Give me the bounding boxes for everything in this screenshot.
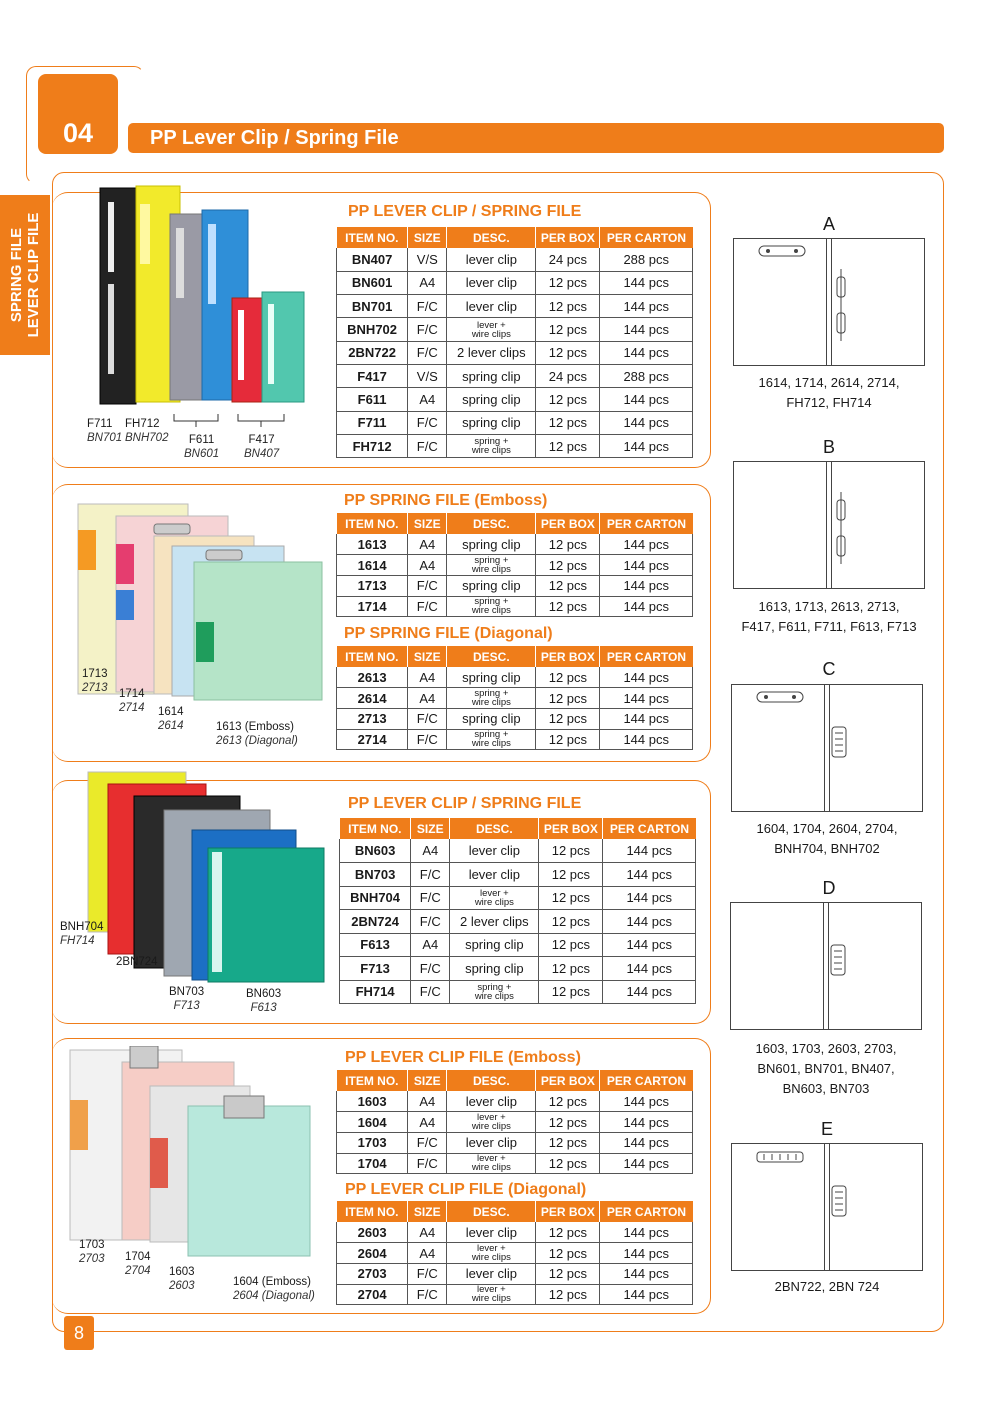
spring-clip-icon xyxy=(834,490,848,566)
diagram-c xyxy=(731,684,923,812)
table-cell: 12 pcs xyxy=(539,933,603,957)
table-row xyxy=(337,667,693,688)
table-cell: BN603 xyxy=(340,839,411,863)
table-cell: F/C xyxy=(408,295,447,318)
table-cell: 2BN722 xyxy=(337,341,408,364)
table-cell: F/C xyxy=(411,957,450,981)
table-cell: 144 pcs xyxy=(600,1132,693,1153)
table-cell: 12 pcs xyxy=(539,863,603,887)
table-cell: A4 xyxy=(408,555,447,576)
column-header: PER CARTON xyxy=(603,818,696,839)
table-cell: 144 pcs xyxy=(600,434,693,457)
product-label: F417 BN407 xyxy=(244,434,280,460)
table-cell: 144 pcs xyxy=(600,555,693,576)
table-cell: A4 xyxy=(408,388,447,411)
table-cell: 144 pcs xyxy=(600,1243,693,1264)
table-cell: 24 pcs xyxy=(536,248,600,271)
table-cell: lever clip xyxy=(447,1222,536,1243)
table-cell: 12 pcs xyxy=(536,295,600,318)
column-header: PER CARTON xyxy=(600,1070,693,1091)
column-header: ITEM NO. xyxy=(337,227,408,248)
lever-clip-icon xyxy=(758,243,808,259)
diagram-letter: E xyxy=(820,1119,833,1139)
table-cell: 12 pcs xyxy=(536,708,600,729)
table-row xyxy=(337,1132,693,1153)
table-cell: A4 xyxy=(408,1243,447,1264)
wire-clip-icon xyxy=(834,267,848,343)
table-cell: 12 pcs xyxy=(536,411,600,434)
table-cell: spring clip xyxy=(447,388,536,411)
table-cell: 144 pcs xyxy=(603,886,696,910)
column-header: PER BOX xyxy=(536,1070,600,1091)
table-cell: lever + wire clips xyxy=(450,886,539,910)
table-cell: 12 pcs xyxy=(536,388,600,411)
diagram-a xyxy=(733,238,925,366)
section-title: PP SPRING FILE (Emboss) xyxy=(344,492,548,509)
table-cell: 2 lever clips xyxy=(450,910,539,934)
lever-mechanism-icon xyxy=(756,1150,806,1164)
table-cell: spring + wire clips xyxy=(447,434,536,457)
table-cell: lever clip xyxy=(447,271,536,294)
table-cell: F/C xyxy=(408,708,447,729)
table-cell: F/C xyxy=(411,863,450,887)
table-cell: 144 pcs xyxy=(600,1263,693,1284)
table-cell: 12 pcs xyxy=(536,1132,600,1153)
table-cell: A4 xyxy=(408,667,447,688)
table-cell: 144 pcs xyxy=(600,708,693,729)
table-cell: lever + wire clips xyxy=(447,1112,536,1133)
table-row xyxy=(337,596,693,617)
column-header: PER BOX xyxy=(536,513,600,534)
table-cell: 144 pcs xyxy=(600,575,693,596)
table-row xyxy=(337,555,693,576)
column-header: DESC. xyxy=(447,227,536,248)
section-title: PP LEVER CLIP / SPRING FILE xyxy=(348,203,582,220)
column-header: PER CARTON xyxy=(600,646,693,667)
column-header: ITEM NO. xyxy=(337,1201,408,1222)
table-cell: 12 pcs xyxy=(536,1153,600,1174)
table-row xyxy=(337,434,693,457)
table-cell: 2703 xyxy=(337,1263,408,1284)
spec-table xyxy=(336,1070,693,1174)
diagram-b xyxy=(733,461,925,589)
table-cell: 24 pcs xyxy=(536,364,600,387)
table-cell: 144 pcs xyxy=(600,667,693,688)
table-cell: 1603 xyxy=(337,1091,408,1112)
lever-mechanism-icon xyxy=(829,943,847,977)
table-cell: F/C xyxy=(411,886,450,910)
table-cell: lever clip xyxy=(447,248,536,271)
column-header: DESC. xyxy=(447,1070,536,1091)
table-cell: spring clip xyxy=(450,933,539,957)
diagram-caption: 1603, 1703, 2603, 2703, BN601, BN701, BN407, BN603, BN703 xyxy=(755,1041,897,1096)
product-label: 1713 2713 xyxy=(82,668,108,694)
table-cell: BNH704 xyxy=(340,886,411,910)
table-cell: 2 lever clips xyxy=(447,341,536,364)
product-label: 1613 (Emboss) 2613 (Diagonal) xyxy=(216,721,298,747)
table-cell: 144 pcs xyxy=(600,729,693,750)
table-cell: 1714 xyxy=(337,596,408,617)
table-cell: 144 pcs xyxy=(603,910,696,934)
table-cell: 12 pcs xyxy=(536,1091,600,1112)
page-number: 8 xyxy=(64,1316,94,1350)
table-cell: spring clip xyxy=(447,411,536,434)
table-row xyxy=(337,1263,693,1284)
table-cell: lever + wire clips xyxy=(447,1284,536,1305)
table-cell: 144 pcs xyxy=(600,318,693,341)
table-row xyxy=(340,910,696,934)
column-header: PER BOX xyxy=(536,646,600,667)
table-cell: lever + wire clips xyxy=(447,1243,536,1264)
column-header: DESC. xyxy=(450,818,539,839)
table-cell: 144 pcs xyxy=(600,1222,693,1243)
table-cell: spring + wire clips xyxy=(447,729,536,750)
table-row xyxy=(337,318,693,341)
table-cell: 144 pcs xyxy=(603,933,696,957)
table-cell: 2BN724 xyxy=(340,910,411,934)
table-cell: F611 xyxy=(337,388,408,411)
table-cell: lever clip xyxy=(447,1263,536,1284)
product-label: 1703 2703 xyxy=(79,1239,105,1265)
spec-table xyxy=(336,227,693,458)
table-cell: 2713 xyxy=(337,708,408,729)
table-row xyxy=(337,341,693,364)
table-cell: F/C xyxy=(408,434,447,457)
table-cell: 12 pcs xyxy=(536,1243,600,1264)
table-cell: 12 pcs xyxy=(536,1284,600,1305)
table-cell: F/C xyxy=(408,596,447,617)
table-row xyxy=(337,534,693,555)
column-header: ITEM NO. xyxy=(337,646,408,667)
table-row xyxy=(337,295,693,318)
table-cell: 144 pcs xyxy=(603,839,696,863)
table-cell: BN703 xyxy=(340,863,411,887)
table-cell: spring clip xyxy=(450,957,539,981)
table-cell: spring clip xyxy=(447,534,536,555)
table-row xyxy=(340,957,696,981)
table-cell: A4 xyxy=(408,1112,447,1133)
table-cell: 144 pcs xyxy=(600,534,693,555)
folder-illustration xyxy=(68,1046,318,1266)
table-cell: A4 xyxy=(411,933,450,957)
table-cell: F/C xyxy=(408,411,447,434)
table-cell: F/C xyxy=(408,318,447,341)
table-cell: 12 pcs xyxy=(539,957,603,981)
table-cell: 288 pcs xyxy=(600,248,693,271)
diagram-d xyxy=(730,902,922,1030)
table-cell: 144 pcs xyxy=(603,957,696,981)
table-cell: BN407 xyxy=(337,248,408,271)
table-cell: 144 pcs xyxy=(603,980,696,1004)
table-cell: 144 pcs xyxy=(600,1153,693,1174)
table-cell: F/C xyxy=(408,1153,447,1174)
spec-table xyxy=(336,513,693,617)
diagram-caption: 1614, 1714, 2614, 2714, FH712, FH714 xyxy=(758,375,900,410)
table-cell: F/C xyxy=(408,1284,447,1305)
chapter-number: 04 xyxy=(38,74,118,154)
table-row xyxy=(337,364,693,387)
table-cell: 144 pcs xyxy=(600,388,693,411)
table-row xyxy=(340,980,696,1004)
table-cell: lever + wire clips xyxy=(447,1153,536,1174)
table-cell: BN701 xyxy=(337,295,408,318)
table-cell: 2714 xyxy=(337,729,408,750)
table-cell: 12 pcs xyxy=(536,555,600,576)
table-cell: A4 xyxy=(411,839,450,863)
table-cell: 12 pcs xyxy=(536,534,600,555)
table-cell: 144 pcs xyxy=(600,688,693,709)
table-cell: spring clip xyxy=(447,364,536,387)
table-row xyxy=(337,575,693,596)
column-header: PER CARTON xyxy=(600,513,693,534)
folder-illustration xyxy=(76,500,326,710)
column-header: PER CARTON xyxy=(600,227,693,248)
side-tab-text: SPRING FILE LEVER CLIP FILE xyxy=(8,212,42,338)
table-cell: 2603 xyxy=(337,1222,408,1243)
table-cell: A4 xyxy=(408,1091,447,1112)
table-cell: 144 pcs xyxy=(600,1091,693,1112)
column-header: PER CARTON xyxy=(600,1201,693,1222)
product-label: 1714 2714 xyxy=(119,688,145,714)
product-label: F711 BN701 xyxy=(87,418,123,444)
table-cell: 288 pcs xyxy=(600,364,693,387)
table-cell: 144 pcs xyxy=(603,863,696,887)
table-cell: spring + wire clips xyxy=(447,688,536,709)
table-row xyxy=(337,1153,693,1174)
table-row xyxy=(337,248,693,271)
table-cell: 12 pcs xyxy=(536,341,600,364)
table-cell: lever clip xyxy=(447,1132,536,1153)
product-label: BN703 F713 xyxy=(169,986,205,1012)
table-cell: BNH702 xyxy=(337,318,408,341)
table-row xyxy=(337,708,693,729)
table-cell: A4 xyxy=(408,534,447,555)
column-header: DESC. xyxy=(447,646,536,667)
column-header: SIZE xyxy=(408,1201,447,1222)
column-header: ITEM NO. xyxy=(337,513,408,534)
table-cell: 12 pcs xyxy=(536,729,600,750)
table-cell: spring clip xyxy=(447,667,536,688)
lever-clip-icon xyxy=(756,689,806,705)
table-cell: spring clip xyxy=(447,575,536,596)
table-cell: 1704 xyxy=(337,1153,408,1174)
table-row xyxy=(337,1091,693,1112)
table-cell: 12 pcs xyxy=(539,980,603,1004)
table-cell: F/C xyxy=(408,341,447,364)
table-cell: 12 pcs xyxy=(536,434,600,457)
table-cell: FH712 xyxy=(337,434,408,457)
diagram-caption: 1604, 1704, 2604, 2704, BNH704, BNH702 xyxy=(756,821,898,856)
table-cell: F/C xyxy=(408,1263,447,1284)
product-label: 1604 (Emboss) 2604 (Diagonal) xyxy=(233,1276,315,1302)
table-row xyxy=(340,933,696,957)
table-cell: V/S xyxy=(408,248,447,271)
table-cell: 12 pcs xyxy=(536,688,600,709)
section-title: PP LEVER CLIP FILE (Diagonal) xyxy=(345,1181,587,1198)
table-cell: lever clip xyxy=(450,863,539,887)
table-cell: 12 pcs xyxy=(536,1222,600,1243)
product-label: F611 BN601 xyxy=(184,434,220,460)
spec-table xyxy=(336,1201,693,1305)
table-cell: 12 pcs xyxy=(539,886,603,910)
table-cell: 144 pcs xyxy=(600,295,693,318)
table-cell: 1613 xyxy=(337,534,408,555)
table-cell: 12 pcs xyxy=(536,1112,600,1133)
page-title: PP Lever Clip / Spring File xyxy=(128,123,944,153)
binder-illustration xyxy=(90,184,310,414)
table-cell: 12 pcs xyxy=(536,575,600,596)
column-header: PER BOX xyxy=(536,227,600,248)
table-cell: 144 pcs xyxy=(600,411,693,434)
table-row xyxy=(337,1112,693,1133)
table-row xyxy=(337,1284,693,1305)
table-row xyxy=(340,839,696,863)
binder-black xyxy=(100,188,136,404)
product-label: 1704 2704 xyxy=(125,1251,151,1277)
table-cell: spring + wire clips xyxy=(450,980,539,1004)
table-cell: V/S xyxy=(408,364,447,387)
column-header: SIZE xyxy=(411,818,450,839)
column-header: PER BOX xyxy=(539,818,603,839)
column-header: DESC. xyxy=(447,513,536,534)
table-row xyxy=(337,411,693,434)
table-cell: lever clip xyxy=(447,295,536,318)
diagram-caption: 1613, 1713, 2613, 2713, F417, F611, F711, F613, F713 xyxy=(741,599,917,634)
section-title: PP LEVER CLIP FILE (Emboss) xyxy=(345,1049,581,1066)
product-label: FH712 BNH702 xyxy=(125,418,169,444)
spec-table xyxy=(339,818,696,1004)
table-cell: A4 xyxy=(408,271,447,294)
table-cell: 144 pcs xyxy=(600,596,693,617)
table-cell: A4 xyxy=(408,1222,447,1243)
table-cell: 1614 xyxy=(337,555,408,576)
table-cell: 12 pcs xyxy=(536,318,600,341)
table-cell: spring clip xyxy=(447,708,536,729)
table-row xyxy=(337,729,693,750)
table-cell: BN601 xyxy=(337,271,408,294)
lever-mechanism-icon xyxy=(830,725,848,759)
column-header: SIZE xyxy=(408,227,447,248)
product-label: 2BN724 xyxy=(116,956,158,968)
lever-mechanism-icon xyxy=(830,1184,848,1218)
table-cell: 12 pcs xyxy=(539,910,603,934)
table-cell: F/C xyxy=(408,575,447,596)
product-label: BN603 F613 xyxy=(246,988,282,1014)
diagram-letter: A xyxy=(822,214,835,234)
spec-table xyxy=(336,646,693,750)
table-cell: FH714 xyxy=(340,980,411,1004)
table-cell: 12 pcs xyxy=(536,1263,600,1284)
column-header: ITEM NO. xyxy=(337,1070,408,1091)
table-cell: 144 pcs xyxy=(600,1284,693,1305)
table-cell: 2614 xyxy=(337,688,408,709)
table-cell: F/C xyxy=(408,729,447,750)
table-row xyxy=(337,271,693,294)
section-title: PP LEVER CLIP / SPRING FILE xyxy=(348,795,582,812)
table-cell: 12 pcs xyxy=(539,839,603,863)
table-cell: spring + wire clips xyxy=(447,555,536,576)
table-cell: F/C xyxy=(408,1132,447,1153)
diagram-letter: C xyxy=(822,659,836,679)
table-cell: 2704 xyxy=(337,1284,408,1305)
column-header: ITEM NO. xyxy=(340,818,411,839)
table-cell: 12 pcs xyxy=(536,271,600,294)
table-cell: 1604 xyxy=(337,1112,408,1133)
table-cell: F613 xyxy=(340,933,411,957)
table-cell: F/C xyxy=(411,980,450,1004)
table-cell: 144 pcs xyxy=(600,1112,693,1133)
table-cell: 2613 xyxy=(337,667,408,688)
table-row xyxy=(340,863,696,887)
diagram-letter: D xyxy=(822,878,836,898)
product-label: BNH704 FH714 xyxy=(60,921,104,947)
table-cell: spring + wire clips xyxy=(447,596,536,617)
table-cell: A4 xyxy=(408,688,447,709)
table-cell: lever clip xyxy=(447,1091,536,1112)
table-cell: 2604 xyxy=(337,1243,408,1264)
table-cell: lever clip xyxy=(450,839,539,863)
table-cell: 12 pcs xyxy=(536,596,600,617)
column-header: SIZE xyxy=(408,646,447,667)
table-row xyxy=(337,1222,693,1243)
table-cell: F/C xyxy=(411,910,450,934)
table-cell: 144 pcs xyxy=(600,341,693,364)
table-cell: 144 pcs xyxy=(600,271,693,294)
table-cell: F713 xyxy=(340,957,411,981)
product-label: 1603 2603 xyxy=(169,1266,195,1292)
column-header: SIZE xyxy=(408,1070,447,1091)
product-label: 1614 2614 xyxy=(158,706,184,732)
diagram-letter: B xyxy=(822,437,835,457)
diagram-e xyxy=(731,1143,923,1271)
table-cell: 1713 xyxy=(337,575,408,596)
table-cell: 1703 xyxy=(337,1132,408,1153)
table-row xyxy=(340,886,696,910)
table-row xyxy=(337,388,693,411)
table-row xyxy=(337,1243,693,1264)
column-header: PER BOX xyxy=(536,1201,600,1222)
diagram-caption: 2BN722, 2BN 724 xyxy=(774,1279,880,1294)
column-header: SIZE xyxy=(408,513,447,534)
table-cell: F417 xyxy=(337,364,408,387)
label-brackets xyxy=(172,412,292,432)
table-cell: F711 xyxy=(337,411,408,434)
table-cell: 12 pcs xyxy=(536,667,600,688)
section-title: PP SPRING FILE (Diagonal) xyxy=(344,625,553,642)
table-row xyxy=(337,688,693,709)
column-header: DESC. xyxy=(447,1201,536,1222)
table-cell: lever + wire clips xyxy=(447,318,536,341)
